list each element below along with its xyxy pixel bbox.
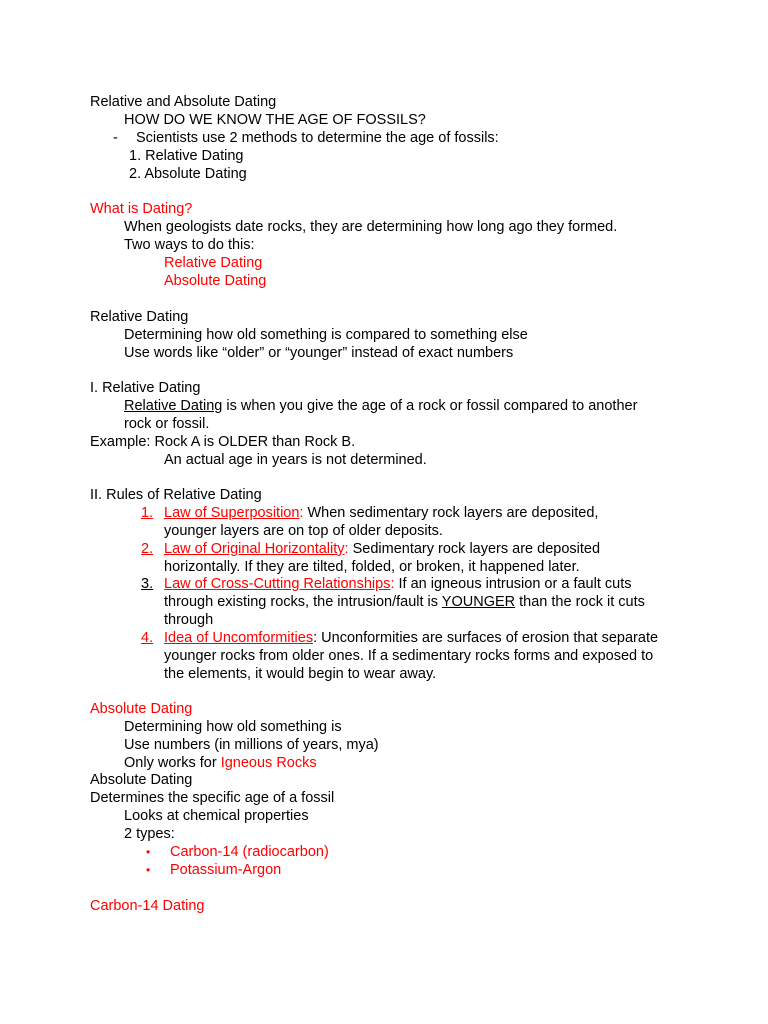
absolute-heading: Absolute Dating <box>90 701 193 717</box>
rule-3-cont <box>164 593 645 611</box>
absolute-heading-2: Absolute Dating <box>90 772 193 788</box>
method-item-2: 2. Absolute Dating <box>129 166 247 182</box>
rule-2-cont: horizontally. If they are tilted, folded, or broken, it happened later. <box>164 559 580 575</box>
type-carbon-14: Carbon-14 (radiocarbon) <box>170 844 329 860</box>
rule-4-colon: : <box>313 630 318 646</box>
rule-4-text: Unconformities are surfaces of erosion that separate <box>317 630 659 646</box>
what-is-dating-heading: What is Dating? <box>90 201 193 217</box>
rule-3-colon: : <box>390 576 395 592</box>
absolute-line-4: Determines the specific age of a fossil <box>90 790 335 806</box>
rule-4-name: Idea of Uncomformities <box>164 630 314 646</box>
absolute-line-5: Looks at chemical properties <box>124 808 309 824</box>
rule-4 <box>141 629 658 647</box>
absolute-line-3 <box>124 754 317 772</box>
rule-3-text: If an igneous intrusion or a fault cuts <box>394 576 632 592</box>
carbon-14-heading: Carbon-14 Dating <box>90 898 205 914</box>
relative-summary-heading: Relative Dating <box>90 309 189 325</box>
rule-1-cont: younger layers are on top of older deposits. <box>164 523 443 539</box>
way-relative: Relative Dating <box>164 255 263 271</box>
dating-definition: When geologists date rocks, they are determining how long ago they formed. <box>124 219 618 235</box>
example-line: Example: Rock A is OLDER than Rock B. <box>90 434 356 450</box>
rule-3-cont-last: through <box>164 612 214 628</box>
document-title: Relative and Absolute Dating <box>90 94 277 110</box>
section-2-heading: II. Rules of Relative Dating <box>90 487 262 503</box>
igneous-rocks: Igneous Rocks <box>220 755 317 771</box>
relative-definition-text: is when you give the age of a rock or fossil compared to another <box>222 398 638 414</box>
rule-3 <box>141 575 631 593</box>
relative-dating-term: Relative Dating <box>124 398 223 414</box>
bullet-marker: • <box>146 863 151 877</box>
rule-1-name: Law of Superposition <box>164 505 300 521</box>
intro-line: Scientists use 2 methods to determine the age of fossils: <box>136 130 499 146</box>
two-ways-line: Two ways to do this: <box>124 237 255 253</box>
rule-2 <box>141 540 600 558</box>
rule-2-name: Law of Original Horizontality <box>164 541 345 557</box>
rule-2-text: Sedimentary rock layers are deposited <box>348 541 601 557</box>
bullet-marker: • <box>146 845 151 859</box>
absolute-line-2: Use numbers (in millions of years, mya) <box>124 737 379 753</box>
igneous-prefix: Only works for <box>124 755 221 771</box>
rule-4-cont-2: the elements, it would begin to wear away. <box>164 666 437 682</box>
rule-1 <box>141 504 598 522</box>
relative-summary-line-1: Determining how old something is compared to something else <box>124 327 528 343</box>
absolute-line-6: 2 types: <box>124 826 175 842</box>
relative-definition <box>124 397 637 415</box>
dash-marker: - <box>113 130 118 146</box>
rule-2-number: 2. <box>141 541 154 557</box>
rule-1-number: 1. <box>141 505 154 521</box>
main-question: HOW DO WE KNOW THE AGE OF FOSSILS? <box>124 112 426 128</box>
rule-1-text: When sedimentary rock layers are deposited, <box>303 505 599 521</box>
rule-3-number: 3. <box>141 576 154 592</box>
rule-4-number: 4. <box>141 630 154 646</box>
example-note: An actual age in years is not determined. <box>164 452 427 468</box>
rule-1-colon: : <box>299 505 304 521</box>
rule-3-cont-a: through existing rocks, the intrusion/fault is <box>164 594 442 610</box>
relative-definition-cont: rock or fossil. <box>124 416 210 432</box>
method-item-1: 1. Relative Dating <box>129 148 244 164</box>
relative-summary-line-2: Use words like “older” or “younger” instead of exact numbers <box>124 345 514 361</box>
type-potassium-argon: Potassium-Argon <box>170 862 282 878</box>
way-absolute: Absolute Dating <box>164 273 267 289</box>
absolute-line-1: Determining how old something is <box>124 719 342 735</box>
rule-4-cont-1: younger rocks from older ones. If a sedimentary rocks forms and exposed to <box>164 648 654 664</box>
rule-2-colon: : <box>344 541 349 557</box>
rule-3-younger: YOUNGER <box>441 594 516 610</box>
rule-3-cont-b: than the rock it cuts <box>515 594 645 610</box>
rule-3-name: Law of Cross-Cutting Relationships <box>164 576 391 592</box>
section-1-heading: I. Relative Dating <box>90 380 201 396</box>
